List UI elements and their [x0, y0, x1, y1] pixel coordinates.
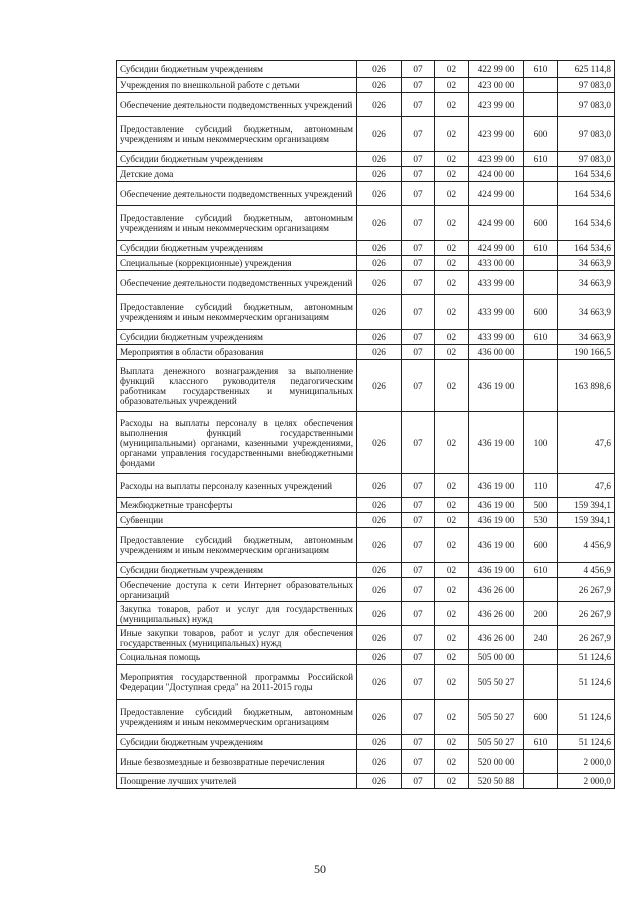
ministry-code-cell: 026 [357, 360, 402, 412]
row-name-cell: Поощрение лучших учителей [117, 774, 357, 789]
ministry-code-cell: 026 [357, 578, 402, 602]
expense-type-cell: 600 [524, 700, 558, 735]
subsection-code-cell: 02 [435, 117, 469, 152]
ministry-code-cell: 026 [357, 330, 402, 345]
target-article-cell: 436 26 00 [469, 626, 524, 650]
amount-cell: 190 166,5 [558, 345, 615, 360]
ministry-code-cell: 026 [357, 528, 402, 563]
subsection-code-cell: 02 [435, 78, 469, 93]
expense-type-cell: 500 [524, 498, 558, 513]
amount-cell: 159 394,1 [558, 513, 615, 528]
row-name-cell: Субсидии бюджетным учреждениям [117, 330, 357, 345]
table-row [117, 167, 615, 182]
subsection-code-cell: 02 [435, 182, 469, 206]
expense-type-cell: 200 [524, 602, 558, 626]
amount-cell: 47,6 [558, 474, 615, 498]
target-article-cell: 436 19 00 [469, 474, 524, 498]
ministry-code-cell: 026 [357, 474, 402, 498]
amount-cell: 625 114,8 [558, 61, 615, 78]
expense-type-cell: 610 [524, 563, 558, 578]
subsection-code-cell: 02 [435, 650, 469, 665]
table-row [117, 345, 615, 360]
expense-type-cell: 610 [524, 241, 558, 256]
subsection-code-cell: 02 [435, 498, 469, 513]
table-row [117, 117, 615, 152]
ministry-code-cell: 026 [357, 271, 402, 295]
expense-type-cell: 610 [524, 61, 558, 78]
amount-cell: 51 124,6 [558, 650, 615, 665]
ministry-code-cell: 026 [357, 602, 402, 626]
table-row [117, 665, 615, 700]
table-row [117, 774, 615, 789]
table-row [117, 256, 615, 271]
subsection-code-cell: 02 [435, 735, 469, 750]
row-name-cell: Обеспечение деятельности подведомственных учреждений [117, 271, 357, 295]
expense-type-cell [524, 182, 558, 206]
amount-cell: 26 267,9 [558, 602, 615, 626]
target-article-cell: 436 19 00 [469, 513, 524, 528]
subsection-code-cell: 02 [435, 241, 469, 256]
subsection-code-cell: 02 [435, 774, 469, 789]
row-name-cell: Детские дома [117, 167, 357, 182]
section-code-cell: 07 [402, 602, 435, 626]
table-row [117, 241, 615, 256]
table-row [117, 295, 615, 330]
amount-cell: 51 124,6 [558, 665, 615, 700]
subsection-code-cell: 02 [435, 700, 469, 735]
amount-cell: 26 267,9 [558, 578, 615, 602]
target-article-cell: 433 00 00 [469, 256, 524, 271]
subsection-code-cell: 02 [435, 330, 469, 345]
expense-type-cell [524, 750, 558, 774]
table-row [117, 78, 615, 93]
row-name-cell: Субсидии бюджетным учреждениям [117, 61, 357, 78]
row-name-cell: Обеспечение доступа к сети Интернет образовательных организаций [117, 578, 357, 602]
table-row [117, 93, 615, 117]
section-code-cell: 07 [402, 330, 435, 345]
subsection-code-cell: 02 [435, 61, 469, 78]
amount-cell: 97 083,0 [558, 78, 615, 93]
ministry-code-cell: 026 [357, 152, 402, 167]
ministry-code-cell: 026 [357, 626, 402, 650]
section-code-cell: 07 [402, 528, 435, 563]
amount-cell: 97 083,0 [558, 117, 615, 152]
ministry-code-cell: 026 [357, 513, 402, 528]
table-row [117, 700, 615, 735]
expense-type-cell [524, 345, 558, 360]
section-code-cell: 07 [402, 206, 435, 241]
subsection-code-cell: 02 [435, 271, 469, 295]
row-name-cell: Расходы на выплаты персоналу в целях обеспечения выполнения функций государственными (муниципальными) органами, казенными учреждениями, органами управления государственными внебюджетными фондами [117, 412, 357, 474]
ministry-code-cell: 026 [357, 650, 402, 665]
row-name-cell: Иные закупки товаров, работ и услуг для обеспечения государственных (муниципальных) нужд [117, 626, 357, 650]
ministry-code-cell: 026 [357, 93, 402, 117]
subsection-code-cell: 02 [435, 152, 469, 167]
row-name-cell: Иные безвозмездные и безвозвратные перечисления [117, 750, 357, 774]
section-code-cell: 07 [402, 167, 435, 182]
amount-cell: 164 534,6 [558, 182, 615, 206]
table-row [117, 360, 615, 412]
subsection-code-cell: 02 [435, 578, 469, 602]
target-article-cell: 436 26 00 [469, 602, 524, 626]
expense-type-cell [524, 360, 558, 412]
row-name-cell: Предоставление субсидий бюджетным, автономным учреждениям и иным некоммерческим организациям [117, 700, 357, 735]
table-row [117, 578, 615, 602]
section-code-cell: 07 [402, 241, 435, 256]
amount-cell: 47,6 [558, 412, 615, 474]
ministry-code-cell: 026 [357, 412, 402, 474]
subsection-code-cell: 02 [435, 412, 469, 474]
table-row [117, 513, 615, 528]
section-code-cell: 07 [402, 152, 435, 167]
target-article-cell: 433 99 00 [469, 295, 524, 330]
amount-cell: 164 534,6 [558, 206, 615, 241]
amount-cell: 51 124,6 [558, 735, 615, 750]
table-row [117, 602, 615, 626]
ministry-code-cell: 026 [357, 61, 402, 78]
subsection-code-cell: 02 [435, 513, 469, 528]
ministry-code-cell: 026 [357, 498, 402, 513]
amount-cell: 163 898,6 [558, 360, 615, 412]
ministry-code-cell: 026 [357, 345, 402, 360]
ministry-code-cell: 026 [357, 167, 402, 182]
target-article-cell: 423 99 00 [469, 93, 524, 117]
amount-cell: 2 000,0 [558, 774, 615, 789]
row-name-cell: Специальные (коррекционные) учреждения [117, 256, 357, 271]
row-name-cell: Предоставление субсидий бюджетным, автономным учреждениям и иным некоммерческим организациям [117, 206, 357, 241]
target-article-cell: 423 99 00 [469, 152, 524, 167]
row-name-cell: Выплата денежного вознаграждения за выполнение функций классного руководителя педагогическим работникам государственных и муниципальных образовательных учреждений [117, 360, 357, 412]
target-article-cell: 436 19 00 [469, 498, 524, 513]
section-code-cell: 07 [402, 578, 435, 602]
table-row [117, 735, 615, 750]
target-article-cell: 423 00 00 [469, 78, 524, 93]
amount-cell: 26 267,9 [558, 626, 615, 650]
section-code-cell: 07 [402, 498, 435, 513]
section-code-cell: 07 [402, 665, 435, 700]
section-code-cell: 07 [402, 78, 435, 93]
section-code-cell: 07 [402, 61, 435, 78]
target-article-cell: 424 00 00 [469, 167, 524, 182]
amount-cell: 4 456,9 [558, 528, 615, 563]
page-number: 50 [314, 862, 326, 876]
subsection-code-cell: 02 [435, 750, 469, 774]
table-row [117, 528, 615, 563]
amount-cell: 34 663,9 [558, 256, 615, 271]
table-row [117, 650, 615, 665]
amount-cell: 2 000,0 [558, 750, 615, 774]
expense-type-cell: 610 [524, 152, 558, 167]
target-article-cell: 505 50 27 [469, 735, 524, 750]
section-code-cell: 07 [402, 474, 435, 498]
subsection-code-cell: 02 [435, 345, 469, 360]
amount-cell: 159 394,1 [558, 498, 615, 513]
expense-type-cell: 610 [524, 330, 558, 345]
expense-type-cell: 600 [524, 117, 558, 152]
table-row [117, 330, 615, 345]
row-name-cell: Субсидии бюджетным учреждениям [117, 152, 357, 167]
section-code-cell: 07 [402, 271, 435, 295]
target-article-cell: 433 99 00 [469, 271, 524, 295]
section-code-cell: 07 [402, 345, 435, 360]
expense-type-cell [524, 578, 558, 602]
expense-type-cell: 110 [524, 474, 558, 498]
expense-type-cell [524, 78, 558, 93]
target-article-cell: 436 26 00 [469, 578, 524, 602]
table-row [117, 498, 615, 513]
row-name-cell: Субвенции [117, 513, 357, 528]
row-name-cell: Субсидии бюджетным учреждениям [117, 735, 357, 750]
table-row [117, 626, 615, 650]
expense-type-cell: 600 [524, 528, 558, 563]
target-article-cell: 436 19 00 [469, 528, 524, 563]
section-code-cell: 07 [402, 513, 435, 528]
row-name-cell: Обеспечение деятельности подведомственных учреждений [117, 93, 357, 117]
row-name-cell: Учреждения по внешкольной работе с детьми [117, 78, 357, 93]
expense-type-cell [524, 256, 558, 271]
table-row [117, 750, 615, 774]
expense-type-cell [524, 650, 558, 665]
row-name-cell: Обеспечение деятельности подведомственных учреждений [117, 182, 357, 206]
row-name-cell: Межбюджетные трансферты [117, 498, 357, 513]
amount-cell: 4 456,9 [558, 563, 615, 578]
budget-table [116, 60, 615, 789]
expense-type-cell [524, 167, 558, 182]
row-name-cell: Предоставление субсидий бюджетным, автономным учреждениям и иным некоммерческим организациям [117, 117, 357, 152]
target-article-cell: 433 99 00 [469, 330, 524, 345]
table-row [117, 563, 615, 578]
section-code-cell: 07 [402, 182, 435, 206]
section-code-cell: 07 [402, 256, 435, 271]
amount-cell: 34 663,9 [558, 271, 615, 295]
section-code-cell: 07 [402, 750, 435, 774]
table-body [117, 61, 615, 789]
amount-cell: 97 083,0 [558, 93, 615, 117]
ministry-code-cell: 026 [357, 206, 402, 241]
table-row [117, 474, 615, 498]
row-name-cell: Субсидии бюджетным учреждениям [117, 563, 357, 578]
expense-type-cell: 530 [524, 513, 558, 528]
ministry-code-cell: 026 [357, 665, 402, 700]
subsection-code-cell: 02 [435, 528, 469, 563]
table-row [117, 412, 615, 474]
section-code-cell: 07 [402, 700, 435, 735]
section-code-cell: 07 [402, 93, 435, 117]
section-code-cell: 07 [402, 774, 435, 789]
expense-type-cell: 100 [524, 412, 558, 474]
ministry-code-cell: 026 [357, 241, 402, 256]
subsection-code-cell: 02 [435, 626, 469, 650]
row-name-cell: Субсидии бюджетным учреждениям [117, 241, 357, 256]
target-article-cell: 436 19 00 [469, 412, 524, 474]
target-article-cell: 520 50 88 [469, 774, 524, 789]
expense-type-cell [524, 93, 558, 117]
row-name-cell: Мероприятия в области образования [117, 345, 357, 360]
ministry-code-cell: 026 [357, 295, 402, 330]
ministry-code-cell: 026 [357, 182, 402, 206]
subsection-code-cell: 02 [435, 563, 469, 578]
target-article-cell: 424 99 00 [469, 182, 524, 206]
subsection-code-cell: 02 [435, 665, 469, 700]
ministry-code-cell: 026 [357, 563, 402, 578]
subsection-code-cell: 02 [435, 602, 469, 626]
amount-cell: 51 124,6 [558, 700, 615, 735]
table-row [117, 152, 615, 167]
table-row [117, 206, 615, 241]
row-name-cell: Предоставление субсидий бюджетным, автономным учреждениям и иным некоммерческим организациям [117, 528, 357, 563]
section-code-cell: 07 [402, 563, 435, 578]
amount-cell: 164 534,6 [558, 167, 615, 182]
expense-type-cell: 600 [524, 295, 558, 330]
expense-type-cell: 240 [524, 626, 558, 650]
row-name-cell: Мероприятия государственной программы Российской Федерации "Доступная среда" на 2011-2015 годы [117, 665, 357, 700]
subsection-code-cell: 02 [435, 474, 469, 498]
ministry-code-cell: 026 [357, 735, 402, 750]
target-article-cell: 422 99 00 [469, 61, 524, 78]
expense-type-cell: 610 [524, 735, 558, 750]
subsection-code-cell: 02 [435, 295, 469, 330]
target-article-cell: 436 19 00 [469, 360, 524, 412]
subsection-code-cell: 02 [435, 256, 469, 271]
section-code-cell: 07 [402, 360, 435, 412]
target-article-cell: 505 50 27 [469, 700, 524, 735]
section-code-cell: 07 [402, 412, 435, 474]
section-code-cell: 07 [402, 117, 435, 152]
ministry-code-cell: 026 [357, 700, 402, 735]
amount-cell: 34 663,9 [558, 330, 615, 345]
section-code-cell: 07 [402, 650, 435, 665]
ministry-code-cell: 026 [357, 774, 402, 789]
ministry-code-cell: 026 [357, 117, 402, 152]
section-code-cell: 07 [402, 735, 435, 750]
subsection-code-cell: 02 [435, 167, 469, 182]
row-name-cell: Предоставление субсидий бюджетным, автономным учреждениям и иным некоммерческим организациям [117, 295, 357, 330]
subsection-code-cell: 02 [435, 206, 469, 241]
target-article-cell: 424 99 00 [469, 241, 524, 256]
target-article-cell: 436 19 00 [469, 563, 524, 578]
expense-type-cell: 600 [524, 206, 558, 241]
target-article-cell: 424 99 00 [469, 206, 524, 241]
target-article-cell: 520 00 00 [469, 750, 524, 774]
expense-type-cell [524, 271, 558, 295]
target-article-cell: 505 50 27 [469, 665, 524, 700]
section-code-cell: 07 [402, 626, 435, 650]
section-code-cell: 07 [402, 295, 435, 330]
expense-type-cell [524, 774, 558, 789]
amount-cell: 34 663,9 [558, 295, 615, 330]
table-row [117, 271, 615, 295]
subsection-code-cell: 02 [435, 360, 469, 412]
target-article-cell: 423 99 00 [469, 117, 524, 152]
row-name-cell: Социальная помощь [117, 650, 357, 665]
ministry-code-cell: 026 [357, 256, 402, 271]
expense-type-cell [524, 665, 558, 700]
amount-cell: 97 083,0 [558, 152, 615, 167]
subsection-code-cell: 02 [435, 93, 469, 117]
ministry-code-cell: 026 [357, 750, 402, 774]
row-name-cell: Расходы на выплаты персоналу казенных учреждений [117, 474, 357, 498]
target-article-cell: 505 00 00 [469, 650, 524, 665]
row-name-cell: Закупка товаров, работ и услуг для государственных (муниципальных) нужд [117, 602, 357, 626]
amount-cell: 164 534,6 [558, 241, 615, 256]
table-row [117, 182, 615, 206]
target-article-cell: 436 00 00 [469, 345, 524, 360]
ministry-code-cell: 026 [357, 78, 402, 93]
table-row [117, 61, 615, 78]
